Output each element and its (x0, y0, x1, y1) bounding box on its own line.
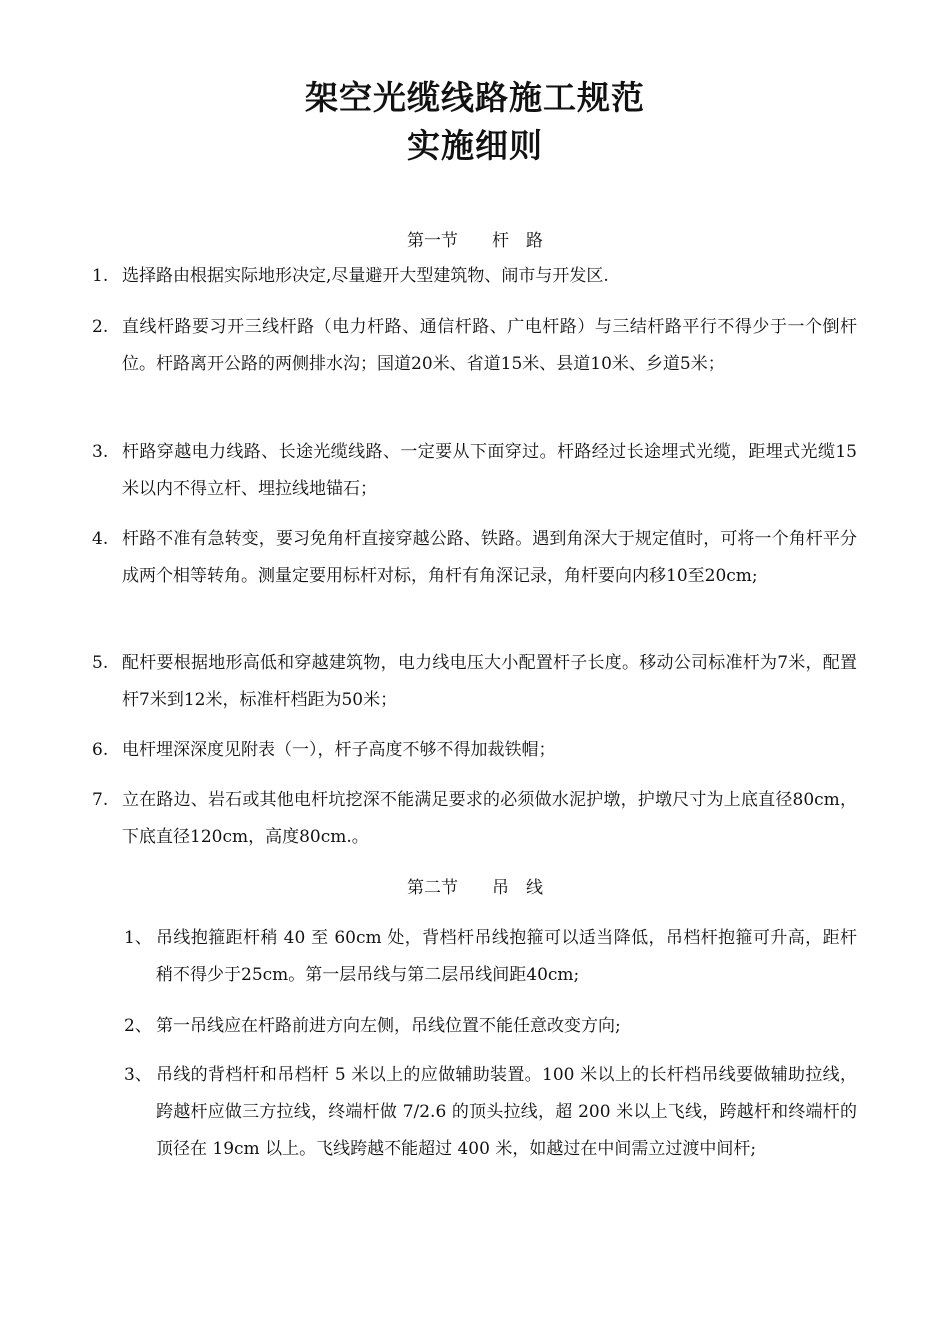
item-number: 1、 (124, 928, 152, 948)
item-text: 电杆埋深深度见附表（一），杆子高度不够不得加裁铁帽； (122, 740, 556, 760)
item-number: 6. (92, 740, 109, 760)
document-subtitle: 实施细则 (407, 126, 543, 165)
item-text: 杆路穿越电力线路、长途光缆线路、一定要从下面穿过。杆路经过长途埋式光缆，距埋式光缆15米以内不得立杆、埋拉线地锚石； (122, 442, 857, 499)
list-item (124, 1008, 857, 1045)
item-number: 5. (92, 653, 109, 673)
item-number: 3. (92, 442, 109, 462)
item-text: 吊线的背档杆和吊档杆 5 米以上的应做辅助装置。100 米以上的长杆档吊线要做辅助拉线，跨越杆应做三方拉线，终端杆做 7/2.6 的顶头拉线，超 200 米以上飞线，跨越杆和终端杆的顶径在 19cm 以上。飞线跨越不能超过 400 米，如越过在中间需立过渡中间杆; (156, 1065, 857, 1159)
item-number: 1. (92, 266, 109, 286)
list-item (92, 732, 857, 769)
list-item (92, 434, 857, 508)
item-text: 直线杆路要习开三线杆路（电力杆路、通信杆路、广电杆路）与三结杆路平行不得少于一个倒杆位。杆路离开公路的两侧排水沟；国道20米、省道15米、县道10米、乡道5米； (122, 317, 857, 374)
item-text: 选择路由根据实际地形决定,尽量避开大型建筑物、闹市与开发区. (122, 266, 609, 286)
item-number: 2、 (124, 1016, 152, 1036)
list-item (92, 258, 857, 295)
list-item (92, 309, 857, 383)
document-title: 架空光缆线路施工规范 (305, 78, 645, 117)
list-item (124, 1057, 857, 1168)
item-text: 杆路不准有急转变，要习免角杆直接穿越公路、铁路。遇到角深大于规定值时，可将一个角杆平分成两个相等转角。测量定要用标杆对标，角杆有角深记录，角杆要向内移10至20cm; (122, 529, 857, 586)
item-number: 7. (92, 790, 109, 810)
list-item (92, 521, 857, 595)
list-item (124, 920, 857, 994)
section-heading: 第二节 吊 线 (407, 878, 543, 898)
item-text: 立在路边、岩石或其他电杆坑挖深不能满足要求的必须做水泥护墩，护墩尺寸为上底直径80cm，下底直径120cm，高度80cm.。 (122, 790, 857, 847)
list-item (92, 645, 857, 719)
item-text: 配杆要根据地形高低和穿越建筑物，电力线电压大小配置杆子长度。移动公司标准杆为7米，配置杆7米到12米，标准杆档距为50米； (122, 653, 857, 710)
item-text: 吊线抱箍距杆稍 40 至 60cm 处，背档杆吊线抱箍可以适当降低，吊档杆抱箍可升高，距杆稍不得少于25cm。第一层吊线与第二层吊线间距40cm; (156, 928, 857, 985)
item-number: 3、 (124, 1065, 152, 1085)
item-text: 第一吊线应在杆路前进方向左侧，吊线位置不能任意改变方向; (156, 1016, 621, 1036)
item-number: 2. (92, 317, 109, 337)
item-number: 4. (92, 529, 109, 549)
list-item (92, 782, 857, 856)
section-heading: 第一节 杆 路 (407, 231, 543, 251)
